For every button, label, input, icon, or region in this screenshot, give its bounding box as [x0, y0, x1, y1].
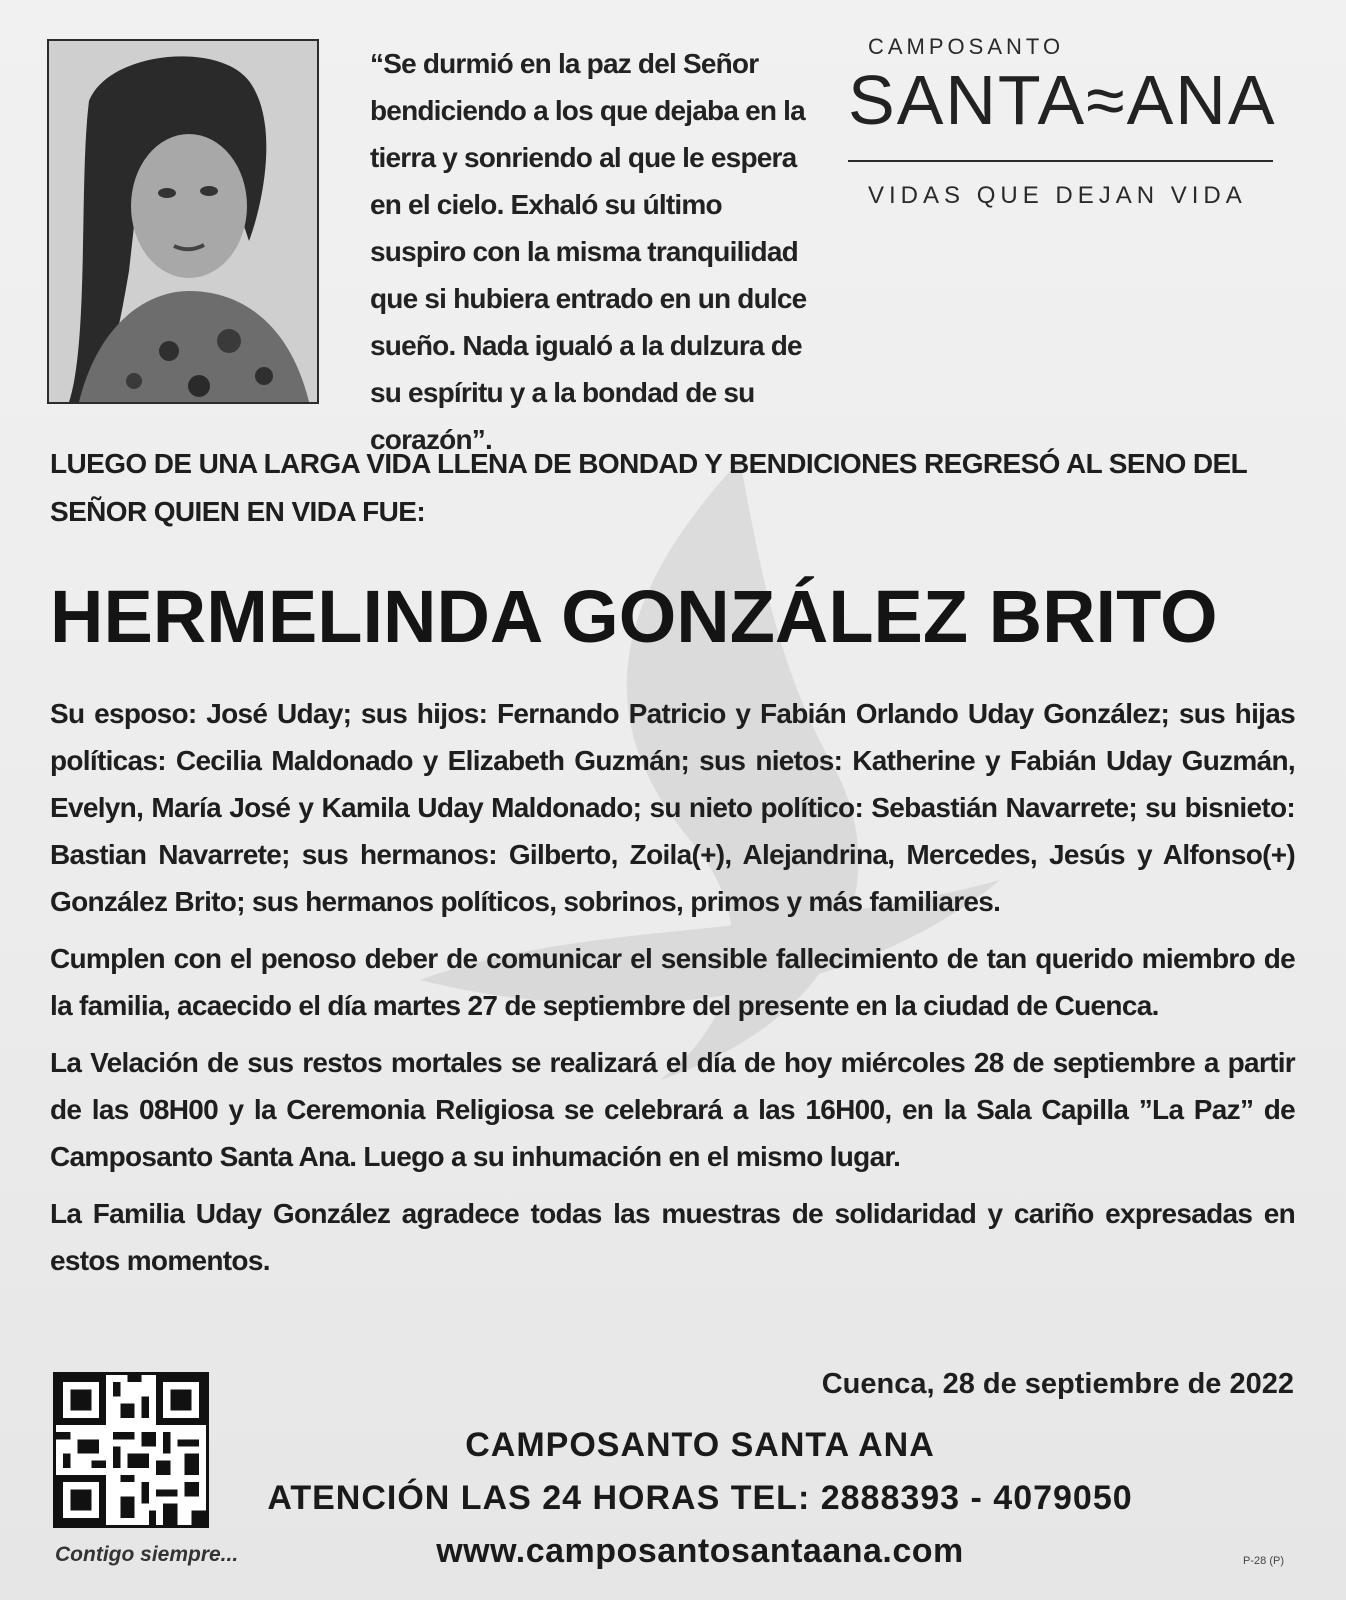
logo-tagline: VIDAS QUE DEJAN VIDA — [868, 182, 1247, 209]
logo-main-text: SANTA≈ANA — [848, 61, 1277, 139]
footer-phone: ATENCIÓN LAS 24 HORAS TEL: 2888393 - 4079050 — [267, 1479, 1133, 1517]
camposanto-logo — [848, 34, 1288, 210]
qr-caption: Contigo siempre... — [55, 1543, 239, 1566]
intro-text: LUEGO DE UNA LARGA VIDA LLENA DE BONDAD Y BENDICIONES REGRESÓ AL SENO DEL SEÑOR QUIEN EN VIDA FUE: — [50, 448, 1247, 527]
paragraph-announcement: Cumplen con el penoso deber de comunicar el sensible fallecimiento de tan querido miembro de la familia, acaecido el día martes 27 de septiembre del presente en la ciudad de Cuenca. — [50, 943, 1295, 1021]
logo-top-text: CAMPOSANTO — [868, 34, 1065, 59]
obituary-body — [50, 690, 1295, 1294]
paragraph-family: Su esposo: José Uday; sus hijos: Fernando Patricio y Fabián Orlando Uday González; sus hijas políticas: Cecilia Maldonado y Elizabeth Guzmán; sus nietos: Katherine y Fabián Uday Guzmán, Evelyn, María José y Kamila Uday Maldonado; su nieto político: Sebastián Navarrete; su bisnieto: Bastian Navarrete; sus hermanos: Gilberto, Zoila(+), Alejandrina, Mercedes, Jesús y Alfonso(+) González Brito; sus hermanos políticos, sobrinos, primos y más familiares. — [50, 698, 1295, 917]
publication-date: Cuenca, 28 de septiembre de 2022 — [821, 1368, 1294, 1400]
portrait-photo — [47, 39, 319, 404]
deceased-name: HERMELINDA GONZÁLEZ BRITO — [50, 575, 1218, 658]
footer-company: CAMPOSANTO SANTA ANA — [465, 1426, 935, 1464]
qr-code-icon[interactable] — [53, 1372, 209, 1528]
logo-divider — [848, 160, 1273, 162]
paragraph-services: La Velación de sus restos mortales se realizará el día de hoy miércoles 28 de septiembre a partir de las 08H00 y la Ceremonia Religiosa se celebrará a las 16H00, en la Sala Capilla ”La Paz” de Camposanto Santa Ana. Luego a su inhumación en el mismo lugar. — [50, 1047, 1295, 1172]
paragraph-thanks: La Familia Uday González agradece todas las muestras de solidaridad y cariño expresadas en estos momentos. — [50, 1198, 1295, 1276]
page-code: P-28 (P) — [1243, 1555, 1284, 1567]
quote-text: “Se durmió en la paz del Señor bendiciendo a los que dejaba en la tierra y sonriendo al que le espera en el cielo. Exhaló su último suspiro con la misma tranquilidad que si hubiera entrado en un dulce sueño. Nada igualó a la dulzura de su espíritu y a la bondad de su corazón”. — [370, 48, 807, 455]
footer-website-link[interactable]: www.camposantosantaana.com — [436, 1532, 964, 1570]
